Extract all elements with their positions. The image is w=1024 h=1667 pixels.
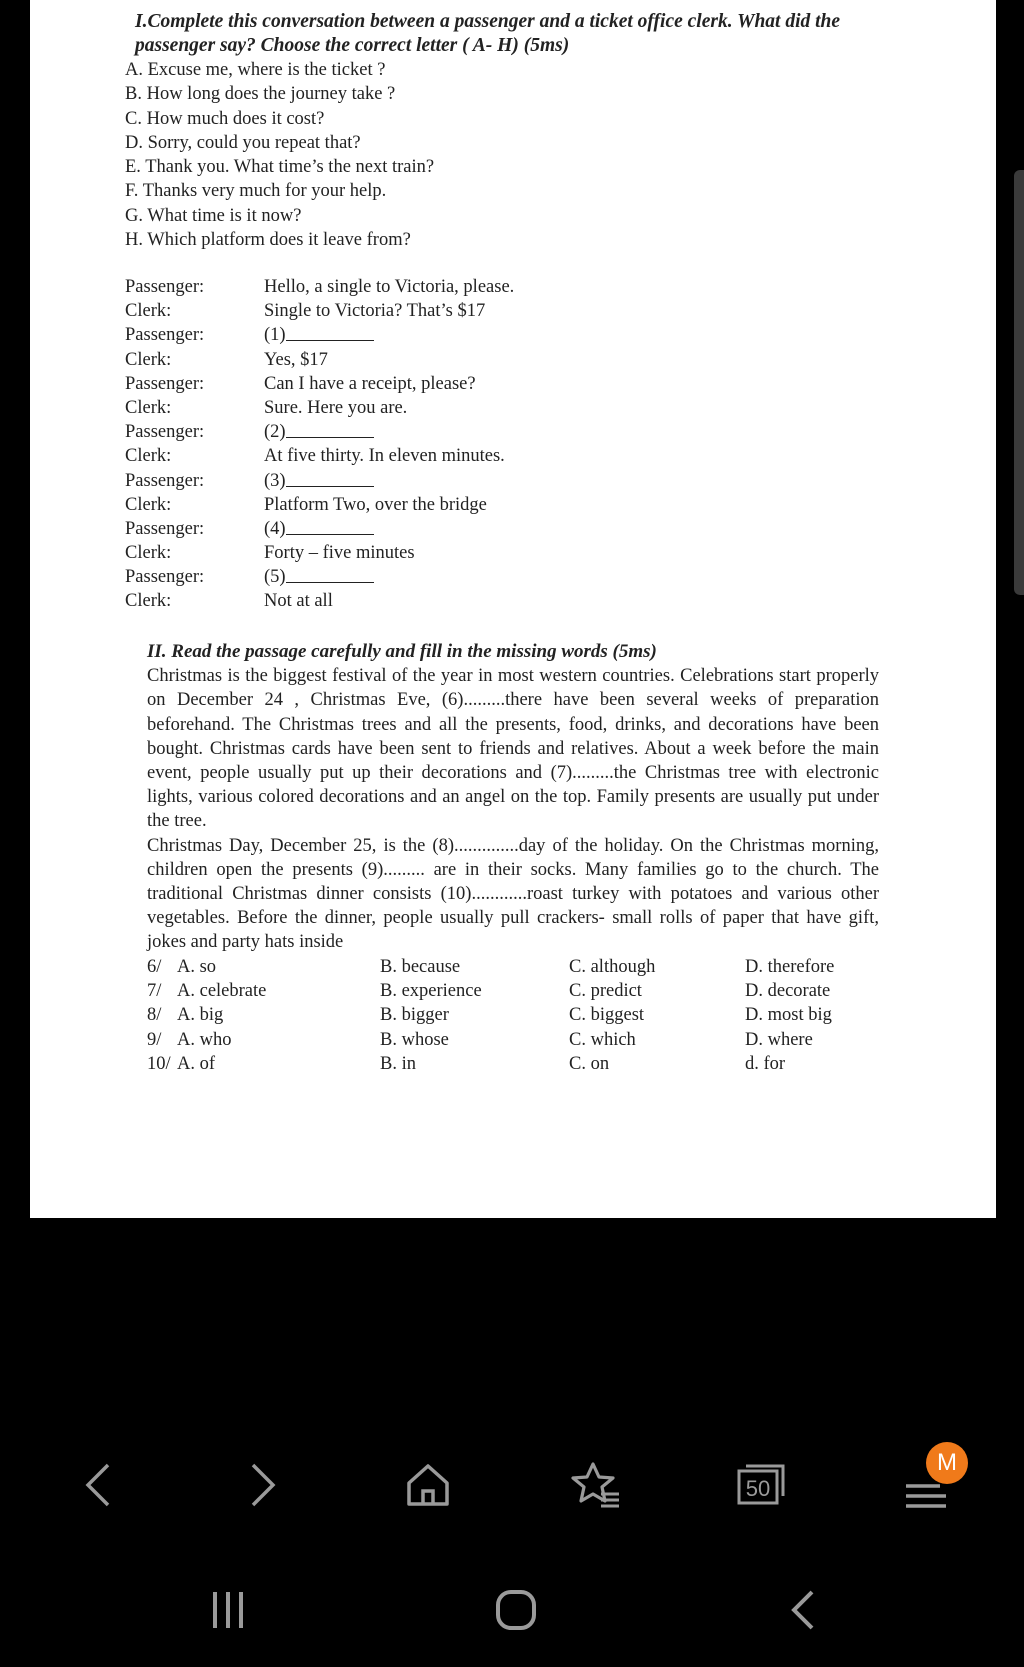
system-navigation-bar: [0, 1570, 1024, 1650]
dialog-line: Not at all: [264, 591, 333, 612]
speaker: Passenger:: [125, 567, 205, 588]
choice-b: B. experience: [380, 980, 482, 1001]
choice-c: C. on: [569, 1053, 610, 1074]
choice-b: B. in: [380, 1053, 416, 1074]
speaker: Passenger:: [125, 325, 205, 346]
bookmarks-icon: [571, 1461, 621, 1509]
dialog-row: [125, 493, 514, 517]
choice-a: A. celebrate: [177, 980, 267, 1001]
answer-blank: [286, 469, 374, 487]
choice-row: [147, 979, 879, 1003]
back-icon: [82, 1462, 114, 1508]
system-back-button[interactable]: [775, 1570, 831, 1650]
choice-d: D. decorate: [745, 980, 831, 1001]
choice-number: 9/: [147, 1029, 162, 1050]
dialog-row: [125, 469, 514, 493]
dialog-row: [125, 565, 514, 589]
choice-number: 7/: [147, 980, 162, 1001]
forward-button[interactable]: [235, 1440, 290, 1530]
dialog-line: Can I have a receipt, please?: [264, 373, 476, 394]
speaker: Passenger:: [125, 373, 205, 394]
scrollbar-thumb[interactable]: [1014, 170, 1024, 595]
choice-b: B. whose: [380, 1029, 449, 1050]
option-item: C. How much does it cost?: [125, 108, 325, 129]
speaker: Passenger:: [125, 422, 205, 443]
answer-options: [125, 58, 434, 252]
speaker: Clerk:: [125, 494, 172, 515]
option-item: F. Thanks very much for your help.: [125, 181, 387, 202]
dialog-row: [125, 517, 514, 541]
choice-row: [147, 955, 879, 979]
tabs-button[interactable]: [733, 1440, 789, 1530]
speaker: Clerk:: [125, 446, 172, 467]
section2: [147, 640, 879, 1076]
dialog-row: [125, 323, 514, 347]
option-item: D. Sorry, could you repeat that?: [125, 132, 361, 153]
option-item: E. Thank you. What time’s the next train?: [125, 157, 435, 178]
dialog-line: Platform Two, over the bridge: [264, 494, 487, 515]
dialog-line: Forty – five minutes: [264, 543, 415, 564]
tab-count: 50: [745, 1476, 771, 1501]
answer-blank: [286, 323, 374, 341]
choice-number: 10/: [147, 1053, 171, 1074]
conversation: [125, 275, 514, 614]
speaker: Clerk:: [125, 397, 172, 418]
home-icon: [404, 1461, 452, 1509]
home-button[interactable]: [400, 1440, 456, 1530]
choice-d: d. for: [745, 1053, 786, 1074]
notification-badge[interactable]: M: [926, 1442, 968, 1484]
dialog-row: [125, 420, 514, 444]
answer-blank: [286, 517, 374, 535]
section2-title: II. Read the passage carefully and fill in the missing words (5ms): [147, 641, 657, 662]
choice-row: [147, 1028, 879, 1052]
option-item: B. How long does the journey take ?: [125, 84, 396, 105]
browser-toolbar: [0, 1440, 1024, 1530]
speaker: Clerk:: [125, 349, 172, 370]
bookmarks-button[interactable]: [568, 1440, 624, 1530]
tabs-icon: [736, 1462, 786, 1508]
choice-row: [147, 1003, 879, 1027]
passage: [147, 664, 879, 954]
choice-number: 6/: [147, 956, 162, 977]
choice-table: [147, 955, 879, 1076]
back-button[interactable]: [70, 1440, 125, 1530]
dialog-row: [125, 444, 514, 468]
choice-b: B. bigger: [380, 1005, 449, 1026]
choice-b: B. because: [380, 956, 461, 977]
dialog-line: (2): [264, 422, 286, 443]
choice-d: D. therefore: [745, 956, 835, 977]
dialog-row: [125, 541, 514, 565]
dialog-line: (4): [264, 518, 286, 539]
dialog-row: [125, 299, 514, 323]
section1-title: I.Complete this conversation between a passenger and a ticket office clerk. What did the passenger say? Choose the correct letter ( A- H) (5ms): [135, 11, 841, 56]
choice-c: C. which: [569, 1029, 636, 1050]
system-home-button[interactable]: [488, 1570, 544, 1650]
choice-d: D. most big: [745, 1005, 832, 1026]
speaker: Clerk:: [125, 543, 172, 564]
speaker: Passenger:: [125, 518, 205, 539]
dialog-line: (1): [264, 325, 286, 346]
recents-icon: [208, 1590, 248, 1630]
choice-a: A. so: [177, 956, 217, 977]
choice-a: A. of: [177, 1053, 216, 1074]
choice-c: C. biggest: [569, 1005, 645, 1026]
choice-row: [147, 1052, 879, 1076]
recents-button[interactable]: [200, 1570, 256, 1650]
choice-a: A. big: [177, 1005, 224, 1026]
dialog-row: [125, 275, 514, 299]
home-icon: [494, 1588, 538, 1632]
choice-c: C. predict: [569, 980, 642, 1001]
forward-icon: [247, 1462, 279, 1508]
speaker: Clerk:: [125, 301, 172, 322]
choice-c: C. although: [569, 956, 656, 977]
answer-blank: [286, 565, 374, 583]
passage-paragraph: Christmas is the biggest festival of the year in most western countries. Celebrations start properly on December 24 , Christmas Eve, (6).........there have been several weeks of preparation beforehand. The Christmas trees and all the presents, food, drinks, and decorations have been bought. Christmas cards have been sent to friends and relatives. About a week before the main event, people usually put up their decorations and (7).........the Christmas tree with electronic lights, various colored decorations and an angel on the top. Family presents are usually put under the tree.: [147, 666, 879, 832]
dialog-line: Hello, a single to Victoria, please.: [264, 277, 515, 297]
passage-paragraph: Christmas Day, December 25, is the (8)..............day of the holiday. On the Christmas morning, children open the presents (9)......... are in their socks. Many families go to the church. The traditional Christmas dinner consists (10)............roast turkey with potatoes and various other vegetables. Before the dinner, people usually pull crackers- small rolls of paper that have gift, jokes and party hats inside: [147, 835, 879, 953]
dialog-line: Yes, $17: [264, 349, 328, 370]
dialog-line: Single to Victoria? That’s $17: [264, 301, 486, 322]
option-item: A. Excuse me, where is the ticket ?: [125, 60, 386, 80]
option-item: H. Which platform does it leave from?: [125, 230, 411, 251]
speaker: Passenger:: [125, 470, 205, 491]
speaker: Passenger:: [125, 277, 205, 297]
dialog-row: [125, 372, 514, 396]
answer-blank: [286, 420, 374, 438]
dialog-row: [125, 396, 514, 420]
option-item: G. What time is it now?: [125, 205, 302, 226]
choice-a: A. who: [177, 1029, 232, 1050]
dialog-line: (3): [264, 470, 286, 491]
dialog-line: (5): [264, 567, 286, 588]
choice-number: 8/: [147, 1005, 162, 1026]
dialog-row: [125, 589, 514, 613]
back-icon: [788, 1588, 818, 1632]
dialog-line: At five thirty. In eleven minutes.: [264, 446, 505, 467]
choice-d: D. where: [745, 1029, 813, 1050]
document-page: [30, 0, 996, 1218]
dialog-line: Sure. Here you are.: [264, 397, 408, 418]
speaker: Clerk:: [125, 591, 172, 612]
dialog-row: [125, 348, 514, 372]
